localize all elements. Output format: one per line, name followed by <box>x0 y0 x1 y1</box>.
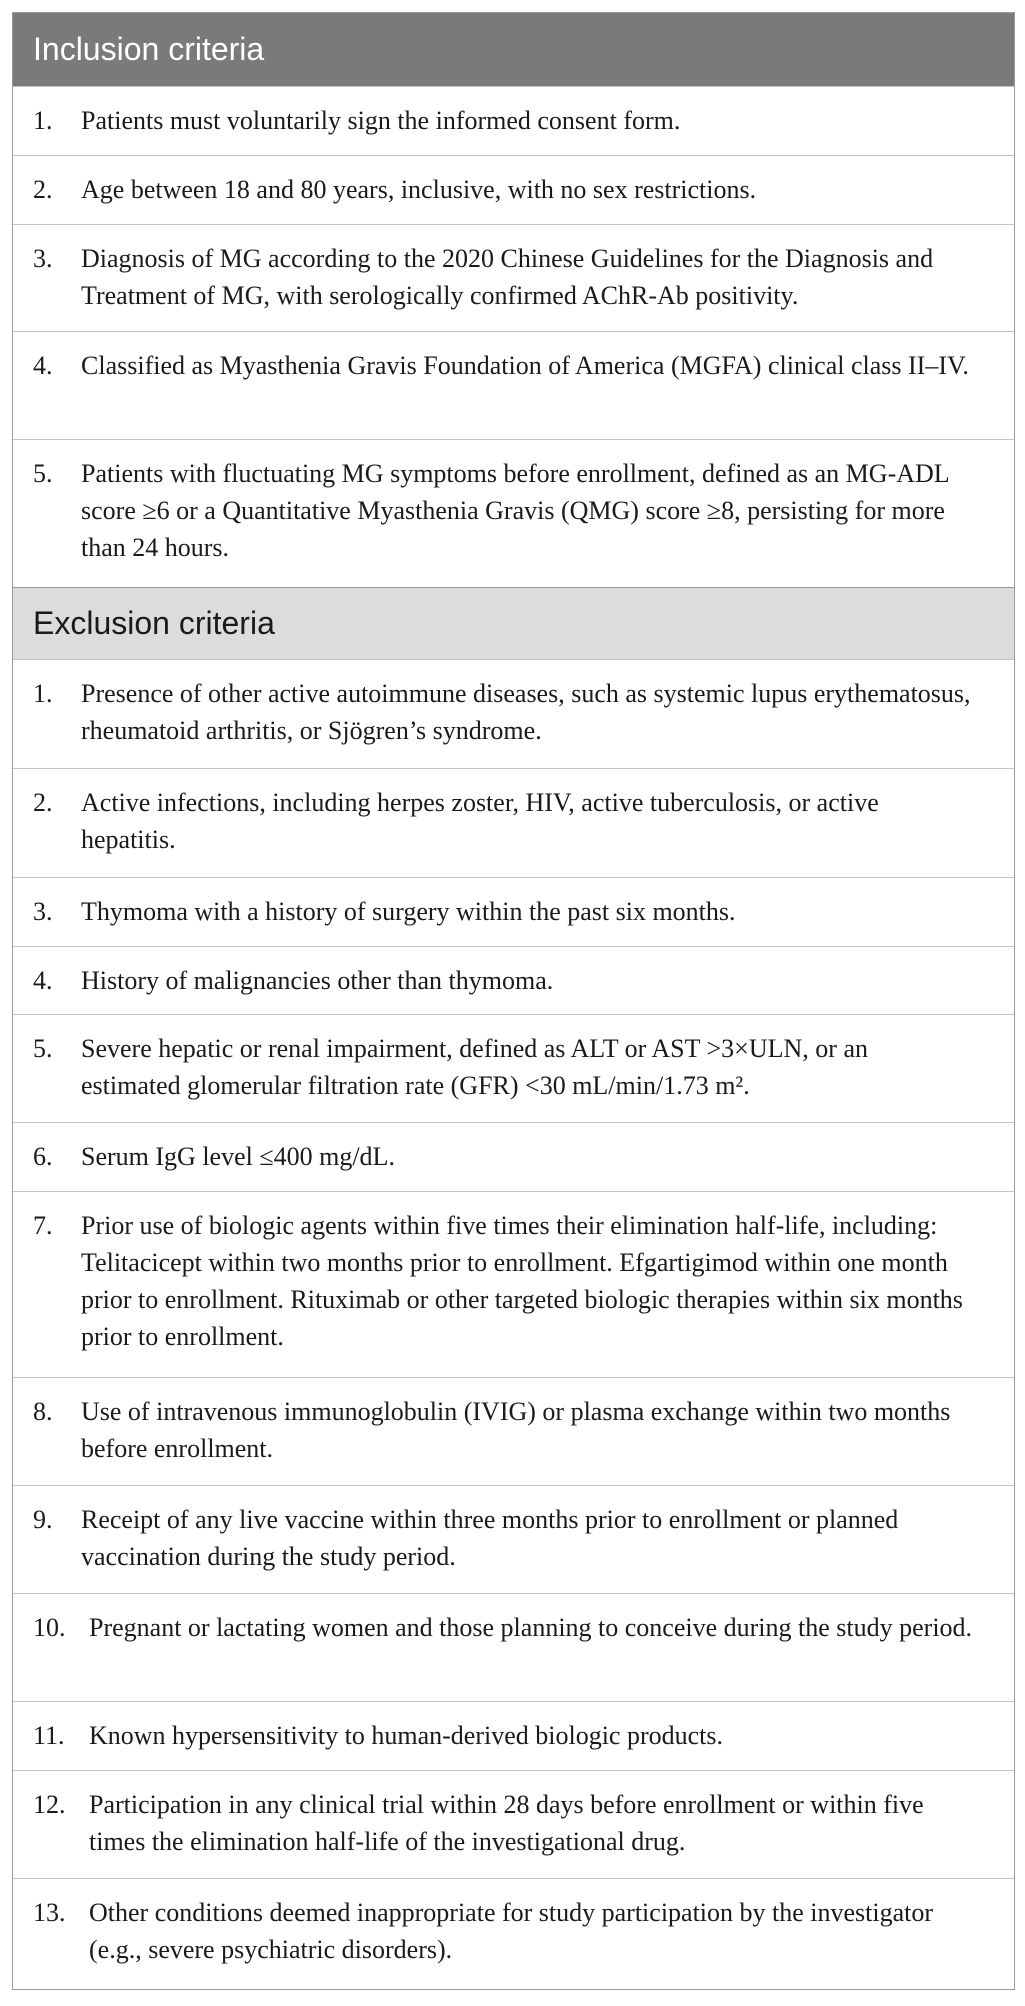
inclusion-item-number: 2. <box>33 175 53 204</box>
exclusion-item-number: 11. <box>33 1721 65 1750</box>
exclusion-row <box>13 659 1014 768</box>
exclusion-item-text: Other conditions deemed inappropriate for study participation by the investigator (e.g., severe psychiatric disorders). <box>89 1898 934 1964</box>
exclusion-item-text: Known hypersensitivity to human-derived biologic products. <box>89 1721 724 1750</box>
exclusion-item-text: Participation in any clinical trial within 28 days before enrollment or within five times the elimination half-life of the investigational drug. <box>89 1790 924 1856</box>
exclusion-row <box>13 1593 1014 1701</box>
inclusion-row <box>13 224 1014 331</box>
inclusion-item-number: 3. <box>33 244 53 273</box>
exclusion-item-text: Severe hepatic or renal impairment, defined as ALT or AST >3×ULN, or an estimated glomerular filtration rate (GFR) <30 mL/min/1.73 m². <box>81 1034 868 1100</box>
exclusion-item-text: Receipt of any live vaccine within three months prior to enrollment or planned vaccination during the study period. <box>81 1505 899 1571</box>
exclusion-item-text: Active infections, including herpes zoster, HIV, active tuberculosis, or active hepatitis. <box>81 788 879 854</box>
inclusion-item-number: 5. <box>33 459 53 488</box>
exclusion-item-number: 5. <box>33 1034 53 1063</box>
exclusion-criteria-header: Exclusion criteria <box>13 587 1014 659</box>
exclusion-item-number: 10. <box>33 1613 66 1642</box>
exclusion-item-number: 8. <box>33 1397 53 1426</box>
inclusion-item-text: Age between 18 and 80 years, inclusive, with no sex restrictions. <box>81 175 757 204</box>
exclusion-item-number: 9. <box>33 1505 53 1534</box>
exclusion-item-text: Prior use of biologic agents within five times their elimination half-life, including: Telitacicept within two months prior to enrollment. Efgartigimod within one month prior to enrollment. Rituximab or other targeted biologic therapies within six months prior to enrollment. <box>81 1211 963 1351</box>
exclusion-item-number: 3. <box>33 897 53 926</box>
exclusion-row <box>13 1014 1014 1122</box>
exclusion-item-number: 7. <box>33 1211 53 1240</box>
exclusion-item-text: Presence of other active autoimmune diseases, such as systemic lupus erythematosus, rheumatoid arthritis, or Sjögren’s syndrome. <box>81 679 971 745</box>
exclusion-row <box>13 768 1014 877</box>
exclusion-row <box>13 1701 1014 1770</box>
inclusion-item-number: 1. <box>33 106 53 135</box>
exclusion-item-number: 12. <box>33 1790 66 1819</box>
exclusion-item-number: 2. <box>33 788 53 817</box>
criteria-table <box>12 12 1015 1990</box>
inclusion-criteria-header: Inclusion criteria <box>13 13 1014 86</box>
inclusion-row <box>13 439 1014 587</box>
exclusion-item-number: 6. <box>33 1142 53 1171</box>
exclusion-row <box>13 1377 1014 1485</box>
exclusion-item-text: Pregnant or lactating women and those planning to conceive during the study period. <box>89 1613 973 1642</box>
exclusion-row <box>13 1191 1014 1377</box>
exclusion-item-text: Use of intravenous immunoglobulin (IVIG) or plasma exchange within two months before enrollment. <box>81 1397 951 1463</box>
inclusion-row <box>13 155 1014 224</box>
exclusion-item-number: 4. <box>33 966 53 995</box>
exclusion-item-text: History of malignancies other than thymoma. <box>81 966 554 995</box>
inclusion-row <box>13 86 1014 155</box>
exclusion-row <box>13 946 1014 1014</box>
exclusion-item-number: 13. <box>33 1898 66 1927</box>
inclusion-item-number: 4. <box>33 351 53 380</box>
exclusion-item-text: Thymoma with a history of surgery within the past six months. <box>81 897 736 926</box>
inclusion-item-text: Patients must voluntarily sign the informed consent form. <box>81 106 681 135</box>
exclusion-row <box>13 877 1014 946</box>
inclusion-row <box>13 331 1014 439</box>
exclusion-row <box>13 1485 1014 1593</box>
inclusion-item-text: Classified as Myasthenia Gravis Foundation of America (MGFA) clinical class II–IV. <box>81 351 969 380</box>
inclusion-item-text: Patients with fluctuating MG symptoms before enrollment, defined as an MG-ADL score ≥6 or a Quantitative Myasthenia Gravis (QMG) score ≥8, persisting for more than 24 hours. <box>81 459 949 562</box>
exclusion-row <box>13 1122 1014 1191</box>
exclusion-item-text: Serum IgG level ≤400 mg/dL. <box>81 1142 395 1171</box>
inclusion-item-text: Diagnosis of MG according to the 2020 Chinese Guidelines for the Diagnosis and Treatment of MG, with serologically confirmed AChR-Ab positivity. <box>81 244 934 310</box>
exclusion-row <box>13 1770 1014 1878</box>
exclusion-item-number: 1. <box>33 679 53 708</box>
exclusion-row <box>13 1878 1014 1989</box>
